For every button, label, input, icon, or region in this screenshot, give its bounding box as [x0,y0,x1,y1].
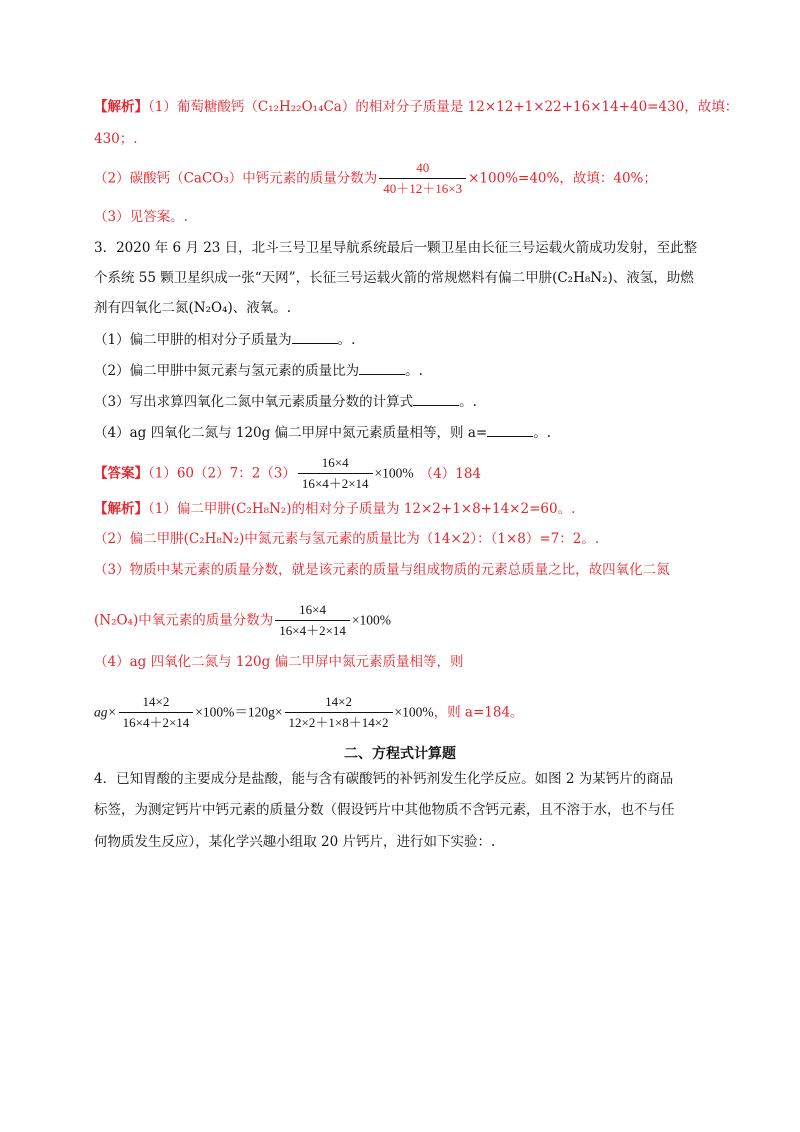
q3-line1: 3．2020 年 6 月 23 日，北斗三号卫星导航系统最后一颗卫星由长征三号运载火箭成功发射，至此整 [94,240,698,256]
q3-sub3 [94,393,477,411]
answer-blank [359,362,405,375]
analysis1-text1: （1）葡萄糖酸钙（C₁₂H₂₂O₁₄Ca）的相对分子质量是 12×12+1×22+16×14+40=430，故填： [148,99,739,115]
answer-line [94,455,481,492]
answer-part1: （1）60（2）7：2（3） [148,465,296,482]
fraction-denominator: 16×4＋2×14 [301,476,369,491]
q3-line3: 剂有四氧化二氮(N₂O₄)、液氧。. [94,300,292,316]
q3-sub3-text: （3）写出求算四氧化二氮中氧元素质量分数的计算式 [94,394,414,410]
fraction-numerator: 16×4 [298,455,373,474]
fraction-numerator: 16×4 [275,602,350,621]
q3-sub2-end: 。. [405,363,423,379]
analysis2-line3: （3）物质中某元素的质量分数，就是该元素的质量与组成物质的元素总质量之比，故四氧化二氮 [94,562,670,578]
answer-blank [413,393,459,406]
calcium-fraction [379,160,466,197]
q4-line2: 标签，为测定钙片中钙元素的质量分数（假设钙片中其他物质不含钙元素，且不溶于水，也不与任 [94,802,675,818]
q3-sub4 [94,424,551,442]
q3-sub2 [94,362,423,380]
equation-tail: ，则 a=184。 [433,704,524,721]
fraction-denominator: 12×2＋1×8＋14×2 [288,715,389,730]
q3-sub3-end: 。. [459,394,477,410]
q3-sub1-end: 。. [337,332,356,348]
equation-fraction-2 [285,694,393,731]
equation-left: ag× [94,704,117,720]
analysis1-line3 [94,160,657,197]
oxygen-fraction [275,602,350,639]
analysis2-line4 [94,602,391,639]
q3-line2: 个系统 55 颗卫星织成一张“天网”，长征三号运载火箭的常规燃料有偏二甲肼(C₂H₈N₂)、液氢，助燃 [94,270,694,286]
fraction-numerator: 14×2 [119,694,194,713]
analysis1-text3: （2）碳酸钙（CaCO₃）中钙元素的质量分数为 [94,170,378,187]
analysis1-line4: （3）见答案。. [94,209,188,225]
q3-sub2-text: （2）偏二甲肼中氮元素与氢元素的质量比为 [94,363,360,379]
equation-fraction-1 [119,694,194,731]
analysis2-text4: (N₂O₄)中氧元素的质量分数为 [94,612,274,629]
analysis1-line1 [94,98,738,116]
fraction-denominator: 40＋12＋16×3 [383,181,463,196]
q3-sub4-end: 。. [533,425,552,441]
equation-line [94,694,524,731]
equation-right: ×100% [394,704,434,720]
analysis2-line2: （2）偏二甲肼(C₂H₈N₂)中氮元素与氢元素的质量比为（14×2）：（1×8）=7：2。. [94,531,600,547]
answer-blank [487,424,533,437]
answer-fraction-suffix: ×100% [374,465,414,481]
q3-sub4-text: （4）ag 四氧化二氮与 120g 偏二甲屏中氮元素质量相等，则 a= [94,425,488,441]
q4-line1: 4．已知胃酸的主要成分是盐酸，能与含有碳酸钙的补钙剂发生化学反应。如图 2 为某钙片的商品 [94,771,674,787]
q3-sub1 [94,331,355,349]
oxygen-fraction-suffix: ×100% [351,612,392,628]
analysis1-text3-suffix: ×100%=40%，故填：40%； [468,170,657,187]
equation-middle: ×100%＝120g× [195,704,283,720]
analysis2-line1 [94,500,575,518]
analysis2-line5: （4）ag 四氧化二氮与 120g 偏二甲屏中氮元素质量相等，则 [94,654,464,670]
analysis-tag: 【解析】 [94,99,148,115]
answer-fraction [298,455,373,492]
section-title: 二、方程式计算题 [344,746,456,762]
fraction-numerator: 40 [379,160,466,179]
analysis-tag: 【解析】 [94,501,148,517]
analysis1-line2: 430；. [94,131,138,147]
answer-blank [292,331,338,344]
q4-line3: 何物质发生反应），某化学兴趣小组取 20 片钙片，进行如下实验：. [94,834,496,850]
fraction-denominator: 16×4＋2×14 [122,715,190,730]
answer-tag: 【答案】 [94,465,148,482]
fraction-numerator: 14×2 [285,694,393,713]
analysis2-text1: （1）偏二甲肼(C₂H₈N₂)的相对分子质量为 12×2+1×8+14×2=60。. [148,501,576,517]
q3-sub1-text: （1）偏二甲肼的相对分子质量为 [94,332,292,348]
answer-part2: （4）184 [419,465,482,482]
fraction-denominator: 16×4＋2×14 [279,623,346,638]
